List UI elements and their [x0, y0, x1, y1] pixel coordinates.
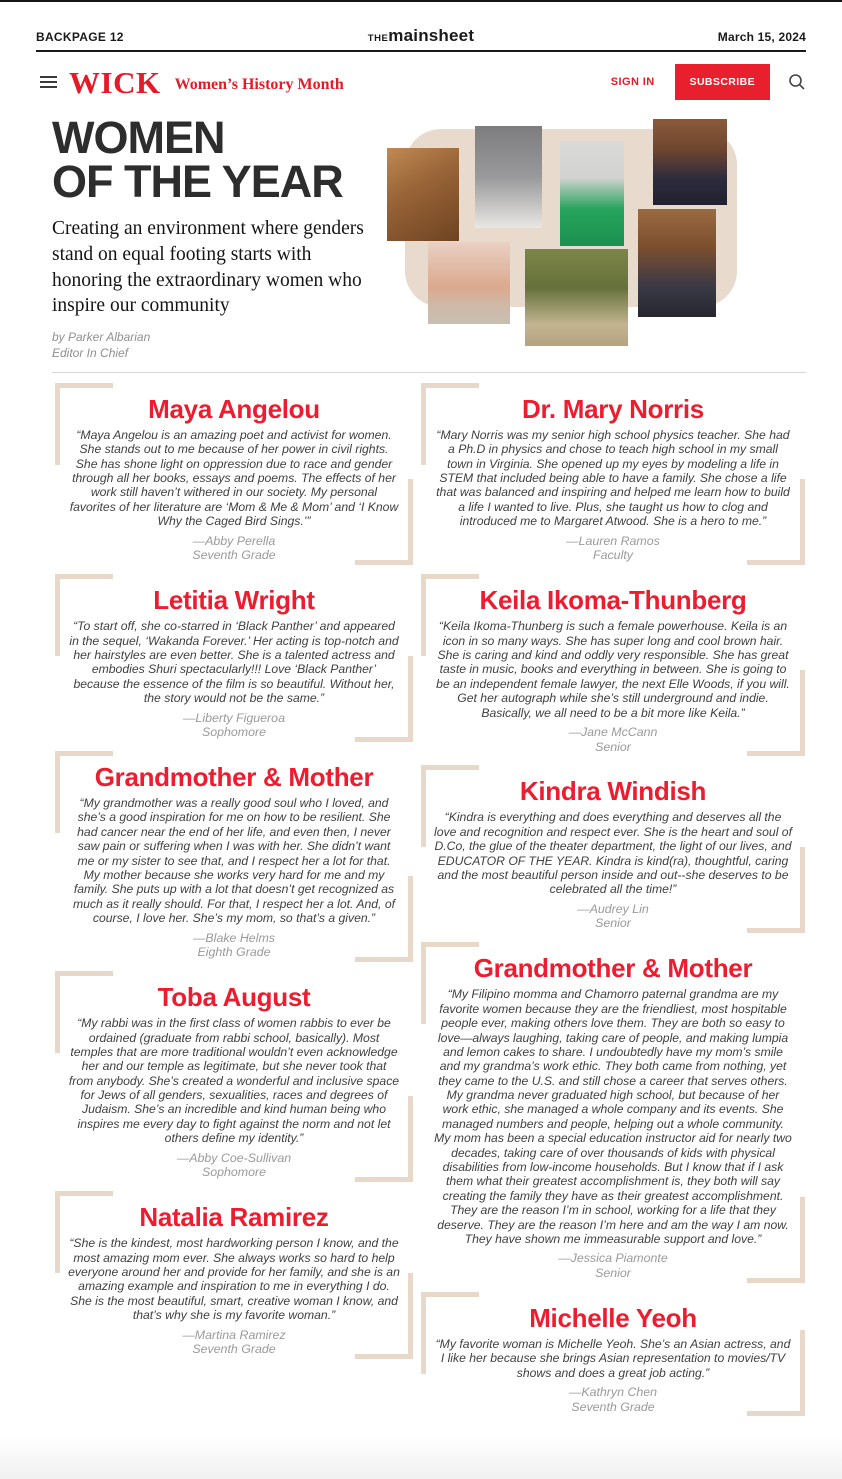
entry-grandmother-mother-right [434, 948, 792, 1281]
attribution-role: Senior [595, 1266, 631, 1280]
hero-section [52, 112, 806, 373]
entry-quote: “Kindra is everything and does everything and deserves all the love and recognition and respect ever. She is the heart and soul of D.Co, the glue of the theater department, the light of our lives, and EDUCATOR OF THE YEAR. Kindra is kind(ra), thoughtful, caring and the most beautiful person inside and out--she deserves to be celebrated all the time!” [434, 810, 792, 897]
entry-attribution [68, 1328, 400, 1357]
entry-title: Grandmother & Mother [473, 953, 753, 984]
attribution-role: Sophomore [201, 1165, 267, 1180]
entry-letitia-wright [68, 580, 400, 740]
entry-attribution [68, 1151, 400, 1180]
hero-text [52, 112, 388, 362]
section-tagline: Women’s History Month [174, 76, 344, 93]
entry-kindra-windish [434, 771, 792, 931]
entry-quote: “My favorite woman is Michelle Yeoh. She’s an Asian actress, and I like her because she brings Asian representation to movies/TV shows and does a great job acting.” [435, 1336, 791, 1380]
attribution-name: —Martina Ramirez [182, 1327, 286, 1342]
photo-letitia-wright [525, 249, 628, 346]
attribution-name: —Kathryn Chen [568, 1385, 658, 1400]
entry-title: Michelle Yeoh [529, 1302, 697, 1333]
entry-title: Keila Ikoma-Thunberg [479, 584, 747, 615]
sign-in-button[interactable]: SIGN IN [610, 76, 655, 88]
entry-keila-ikoma-thunberg [434, 580, 792, 754]
attribution-name: —Abby Perella [192, 533, 276, 548]
masthead [368, 26, 474, 46]
entry-quote: “She is the kindest, most hardworking person I know, and the most amazing mom ever. She always works so hard to help everyone around her and provide for her family, and she is an amazing example and inspiration to me in everything I do. She is the most beautiful, smart, creative woman I know, and that’s why she is my favorite woman.” [68, 1236, 400, 1323]
entry-quote: “Mary Norris was my senior high school physics teacher. She had a Ph.D in physics and chose to teach high school in my small town in Virginia. She opened up my eyes by modeling a life in STEM that included being able to have a family. She chose a life that was balanced and inspiring and helped me learn how to build a life I wanted to live. Plus, she taught us how to clog and introduced me to Margaret Atwood. She is a hero to me.” [436, 427, 790, 529]
entry-toba-august [68, 977, 400, 1180]
search-icon[interactable] [788, 73, 806, 91]
entry-quote: “To start off, she co-starred in ‘Black Panther’ and appeared in the sequel, ‘Wakanda Forever.’ Her acting is top-notch and her hairstyles are even better. She is a talented actress and embodies Shuri spectacularly!!! Love ‘Black Panther’ because the essence of the film is so beautiful. Without her, the story would not be the same.” [69, 619, 399, 706]
entry-title: Dr. Mary Norris [522, 393, 704, 424]
photo-maya-angelou [387, 148, 459, 241]
attribution-role: Sophomore [201, 725, 267, 740]
hamburger-menu-icon[interactable] [40, 76, 57, 88]
photo-collage [385, 116, 805, 348]
attribution-name: —Jane McCann [568, 724, 658, 739]
entry-quote: “My rabbi was in the first class of women rabbis to ever be ordained (graduate from rabbi school, basically). Most temples that are more traditional wouldn’t even acknowledge her and our temple as legitimate, but she never took that from anybody. She’s created a wonderful and inclusive space for Jews of all genders, sexualities, races and degrees of Judaism. She’s an incredible and kind human being who inspires me every day to fight against the norm and not let others define my identity.” [68, 1016, 400, 1146]
entry-attribution [68, 931, 400, 960]
entry-dr-mary-norris [434, 389, 792, 563]
attribution-name: —Abby Coe-Sullivan [176, 1150, 292, 1165]
photo-woman-with-glasses [638, 209, 716, 317]
tributes-section [0, 373, 842, 1432]
attribution-role: Seventh Grade [192, 1342, 276, 1357]
backpage-label: BACKPAGE 12 [36, 30, 124, 44]
entry-quote: “Maya Angelou is an amazing poet and activist for women. She stands out to me because of her power in civil rights. She has shone light on oppression due to race and gender through all her books, essays and poems. The effects of her work still haven’t withered in our society. My personal favorites of her literature are ‘Mom & Me & Mom’ and ‘I Know Why the Caged Bird Sings.’” [69, 427, 399, 529]
left-column [68, 389, 400, 1432]
entry-attribution [68, 534, 400, 563]
brand-logo[interactable]: WICK [69, 64, 161, 100]
byline-author: by Parker Albarian [52, 330, 151, 345]
entry-attribution [68, 711, 400, 740]
attribution-role: Seventh Grade [571, 1399, 655, 1414]
entry-grandmother-mother-left [68, 757, 400, 960]
entry-attribution [434, 725, 792, 754]
entry-quote: “Keila Ikoma-Thunberg is such a female powerhouse. Keila is an icon in so many ways. She has super long and cool brown hair. She is caring and kind and oddly very responsible. She has great taste in music, books and everything in between. She is going to be an independent female lawyer, the next Elle Woods, if you will. Get her autograph while she’s still underground and indie. Basically, we all need to be a bit more like Keila.” [436, 619, 790, 720]
byline [52, 329, 388, 361]
subscribe-button[interactable]: SUBSCRIBE [675, 64, 770, 100]
attribution-name: —Audrey Lin [577, 901, 649, 916]
entry-natalia-ramirez [68, 1197, 400, 1357]
entry-michelle-yeoh [434, 1298, 792, 1415]
masthead-the: THE [367, 33, 389, 44]
entry-attribution [434, 1251, 792, 1280]
date-label: March 15, 2024 [717, 30, 806, 44]
attribution-name: —Lauren Ramos [566, 533, 660, 548]
photo-woman-evening-dress [653, 119, 727, 205]
entry-title: Toba August [157, 981, 311, 1012]
entry-title: Grandmother & Mother [94, 761, 374, 792]
entry-quote: “My Filipino momma and Chamorro paternal grandma are my favorite women because they are the friendliest, most hospitable people ever, making others love them. They are both so easy to love—always laughing, taking care of people, and making lumpia and lemon cakes to share. I undoubtedly have my mom’s smile and my grandma’s work ethic. They both came from nothing, yet they came to the U.S. and still chose a career that serves others. My grandma never graduated high school, but because of her work ethic, she managed a whole company and its events. She managed numbers and people, helping out a whole community. My mom has been a special education instructor aid for nearly two decades, taking care of over thousands of kids with physical disabilities from low-income households. But I know that if I ask them what their greatest accomplishment is, they both will say creating the family they have as their greatest accomplishment. They are the reason I’m in school, working for a life that they deserve. They are the reason I’m here and am the way I am now. They have shown me immeasurable support and love.” [434, 987, 792, 1246]
entry-title: Maya Angelou [148, 393, 320, 424]
site-header [40, 64, 806, 100]
photo-michelle-yeoh [475, 126, 542, 228]
entry-attribution [434, 534, 792, 563]
entry-attribution [434, 1385, 792, 1414]
page-title: WOMEN OF THE YEAR [52, 112, 343, 207]
entry-quote: “My grandmother was a really good soul who I loved, and she’s a good inspiration for me on how to be resilient. She had cancer near the end of her life, and even then, I never saw pain or suffering when I was with her. She didn’t want me or my sister to see that, and I respect her a lot for that. My mother because she works very hard for me and my family. She puts up with a lot that doesn’t get recognized as much as it really should. For that, I respect her a lot. And, of course, I love her. She’s my mom, so that’s a given.” [73, 796, 395, 926]
entry-attribution [434, 902, 792, 931]
attribution-role: Seventh Grade [192, 548, 276, 563]
attribution-name: —Jessica Piamonte [558, 1251, 668, 1266]
attribution-name: —Liberty Figueroa [183, 710, 285, 725]
attribution-role: Senior [595, 739, 631, 754]
footer-fade [0, 1437, 842, 1479]
attribution-role: Senior [595, 916, 631, 931]
hero-subtitle: Creating an environment where genders stand on equal footing starts with honoring the extraordinary women who inspire our community [52, 218, 364, 317]
masthead-name: mainsheet [388, 26, 475, 45]
photo-beach-dancer [428, 242, 510, 324]
photo-woman-green-blouse [560, 141, 624, 246]
entry-maya-angelou [68, 389, 400, 563]
entry-title: Letitia Wright [153, 584, 315, 615]
attribution-name: —Blake Helms [193, 930, 275, 945]
top-bar [36, 26, 806, 52]
entry-title: Natalia Ramirez [139, 1201, 329, 1232]
byline-role: Editor In Chief [52, 346, 129, 361]
attribution-role: Eighth Grade [197, 945, 271, 960]
right-column [434, 389, 792, 1432]
entry-title: Kindra Windish [519, 776, 707, 807]
attribution-role: Faculty [593, 548, 633, 563]
